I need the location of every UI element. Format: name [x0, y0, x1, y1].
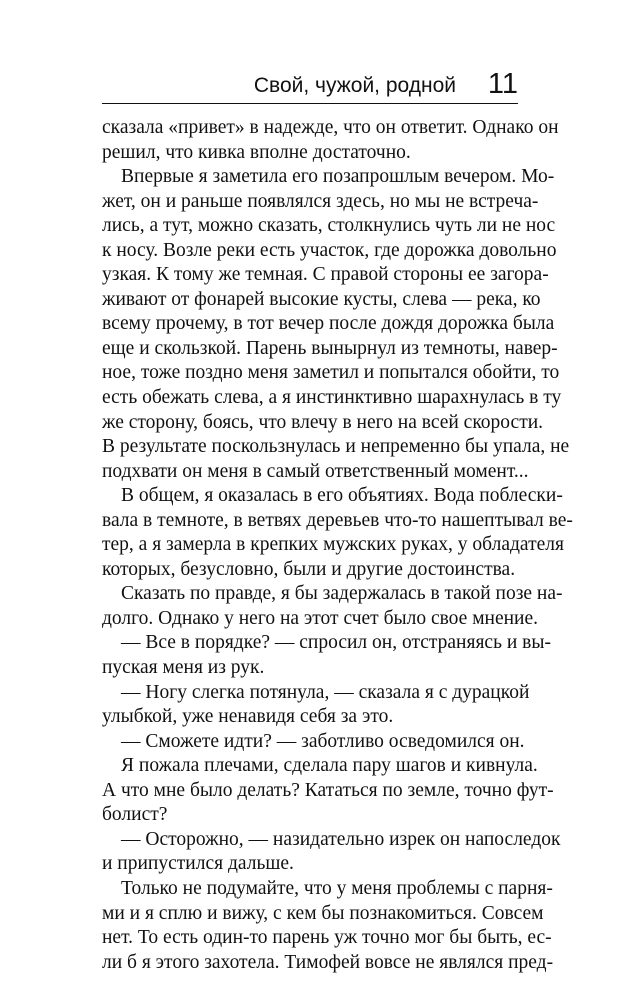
text-line: ное, тоже поздно меня заметил и попытался обойти, то — [102, 362, 560, 384]
text-line: и припустился дальше. — [102, 853, 294, 875]
text-line: Сказать по правде, я бы задержалась в такой позе на- — [121, 583, 563, 605]
text-line: нет. То есть один-то парень уж точно мог бы быть, ес- — [102, 927, 552, 949]
running-head — [102, 68, 518, 102]
text-line: пуская меня из рук. — [102, 657, 265, 679]
text-line: есть обежать слева, а я инстинктивно шарахнулась в ту — [102, 387, 562, 409]
page-number: 11 — [487, 68, 518, 100]
text-line: болист? — [102, 804, 168, 826]
text-line: к носу. Возле реки есть участок, где дорожка довольно — [102, 239, 557, 261]
text-line: узкая. К тому же темная. С правой стороны ее загора- — [102, 264, 549, 286]
text-line: Впервые я заметила его позапрошлым вечером. Мо- — [121, 166, 555, 188]
text-line: ми и я сплю и вижу, с кем бы познакомиться. Совсем — [102, 902, 544, 924]
text-line: — Осторожно, — назидательно изрек он напоследок — [121, 828, 561, 850]
text-line: всему прочему, в тот вечер после дождя дорожка была — [102, 313, 555, 335]
text-line: улыбкой, уже ненавидя себя за это. — [102, 706, 394, 728]
text-line: В общем, я оказалась в его объятиях. Вода поблески- — [121, 485, 563, 507]
running-head-title: Свой, чужой, родной — [253, 74, 456, 97]
text-line: Я пожала плечами, сделала пару шагов и кивнула. — [121, 755, 538, 777]
text-line: же сторону, боясь, что влечу в него на всей скорости. — [102, 411, 544, 433]
text-line: еще и скользкой. Парень вынырнул из темноты, навер- — [102, 337, 558, 359]
text-line: сказала «привет» в надежде, что он ответит. Однако он — [102, 117, 559, 138]
header-rule — [102, 103, 518, 104]
text-line: тер, а я замерла в крепких мужских руках, у обладателя — [102, 534, 564, 556]
text-line: лись, а тут, можно сказать, столкнулись чуть ли не нос — [102, 215, 556, 237]
text-line: жет, он и раньше появлялся здесь, но мы не встреча- — [102, 190, 539, 212]
text-line: решил, что кивка вполне достаточно. — [102, 141, 411, 163]
text-line: долго. Однако у него на этот счет было свое мнение. — [102, 607, 539, 629]
text-line: — Все в порядке? — спросил он, отстраняясь и вы- — [121, 632, 551, 654]
text-line: вала в темноте, в ветвях деревьев что-то нашептывал ве- — [102, 509, 573, 531]
text-line: В результате поскользнулась и непременно бы упала, не — [102, 436, 570, 458]
text-line: Только не подумайте, что у меня проблемы с парня- — [121, 877, 553, 899]
text-line: живают от фонарей высокие кусты, слева — река, ко — [102, 288, 541, 310]
text-line: подхвати он меня в самый ответственный момент... — [102, 460, 529, 482]
text-line: которых, безусловно, были и другие достоинства. — [102, 558, 516, 580]
text-line: — Ногу слегка потянула, — сказала я с дурацкой — [121, 681, 530, 703]
text-line: А что мне было делать? Кататься по земле, точно фут- — [102, 779, 554, 801]
body-text — [102, 116, 573, 975]
text-line: — Сможете идти? — заботливо осведомился он. — [121, 730, 525, 752]
text-line: ли б я этого захотела. Тимофей вовсе не являлся пред- — [102, 951, 554, 973]
